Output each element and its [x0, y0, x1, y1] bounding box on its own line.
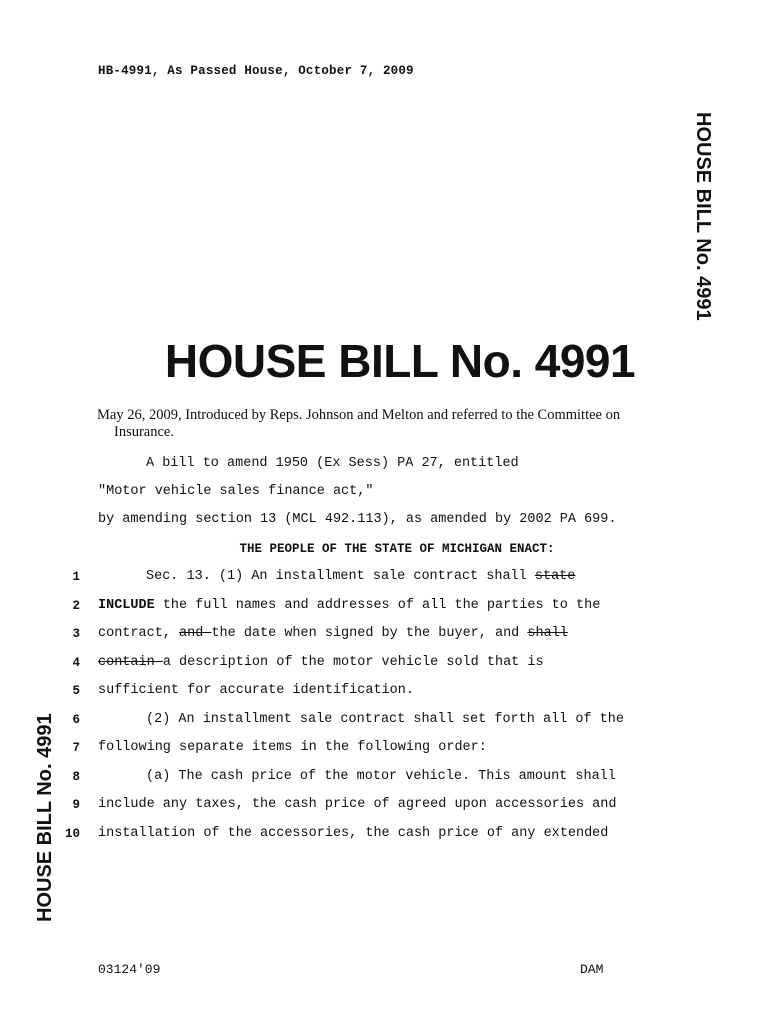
bill-line-2 [98, 598, 600, 613]
struck-text: contain [98, 655, 163, 670]
bill-title: HOUSE BILL No. 4991 [164, 335, 636, 387]
bill-line-4 [98, 655, 544, 670]
line-number: 3 [72, 627, 80, 641]
line-number: 5 [72, 684, 80, 698]
introduction-line-2: Insurance. [114, 424, 174, 440]
side-label-left: HOUSE BILL No. 4991 [34, 713, 56, 922]
side-label-right: HOUSE BILL No. 4991 [692, 112, 714, 321]
struck-text: state [534, 569, 576, 584]
document-header: HB-4991, As Passed House, October 7, 2009 [98, 64, 414, 78]
introduction-statement [97, 407, 637, 441]
line-number: 4 [72, 656, 80, 670]
bill-line-9: include any taxes, the cash price of agreed upon accessories and [98, 797, 617, 812]
introduction-line-1: May 26, 2009, Introduced by Reps. Johnson and Melton and referred to the Committee on [97, 407, 621, 423]
bill-text: the date when signed by the buyer, and [211, 626, 528, 641]
line-number: 10 [64, 827, 80, 841]
line-number: 6 [72, 713, 80, 727]
bill-text: Sec. 13. (1) An installment sale contract shall [146, 569, 535, 584]
line-number: 9 [72, 798, 80, 812]
struck-text: shall [527, 626, 568, 641]
bill-line-8: (a) The cash price of the motor vehicle. This amount shall [146, 769, 616, 784]
line-number: 1 [72, 570, 80, 584]
bill-line-6: (2) An installment sale contract shall set forth all of the [146, 712, 624, 727]
bill-line-5: sufficient for accurate identification. [98, 683, 414, 698]
bill-text: contract, [98, 626, 180, 641]
bill-line-10: installation of the accessories, the cash price of any extended [98, 826, 609, 841]
preamble-line-2: "Motor vehicle sales finance act," [98, 484, 374, 499]
bill-line-3 [98, 626, 568, 641]
footer-code: 03124'09 [98, 962, 161, 977]
bill-line-7: following separate items in the following order: [98, 740, 487, 755]
struck-text: and [179, 626, 212, 641]
bill-text: the full names and addresses of all the parties to the [154, 598, 601, 613]
inserted-text: INCLUDE [98, 598, 155, 613]
footer-initials: DAM [580, 962, 604, 977]
line-number: 7 [72, 741, 80, 755]
line-number: 2 [72, 599, 80, 613]
bill-line-1 [98, 569, 575, 584]
line-number: 8 [72, 770, 80, 784]
bill-text: a description of the motor vehicle sold that is [162, 655, 544, 670]
enacting-clause: THE PEOPLE OF THE STATE OF MICHIGAN ENACT: [239, 542, 555, 556]
preamble-line-1: A bill to amend 1950 (Ex Sess) PA 27, entitled [146, 456, 519, 471]
preamble-line-3: by amending section 13 (MCL 492.113), as amended by 2002 PA 699. [98, 512, 617, 527]
